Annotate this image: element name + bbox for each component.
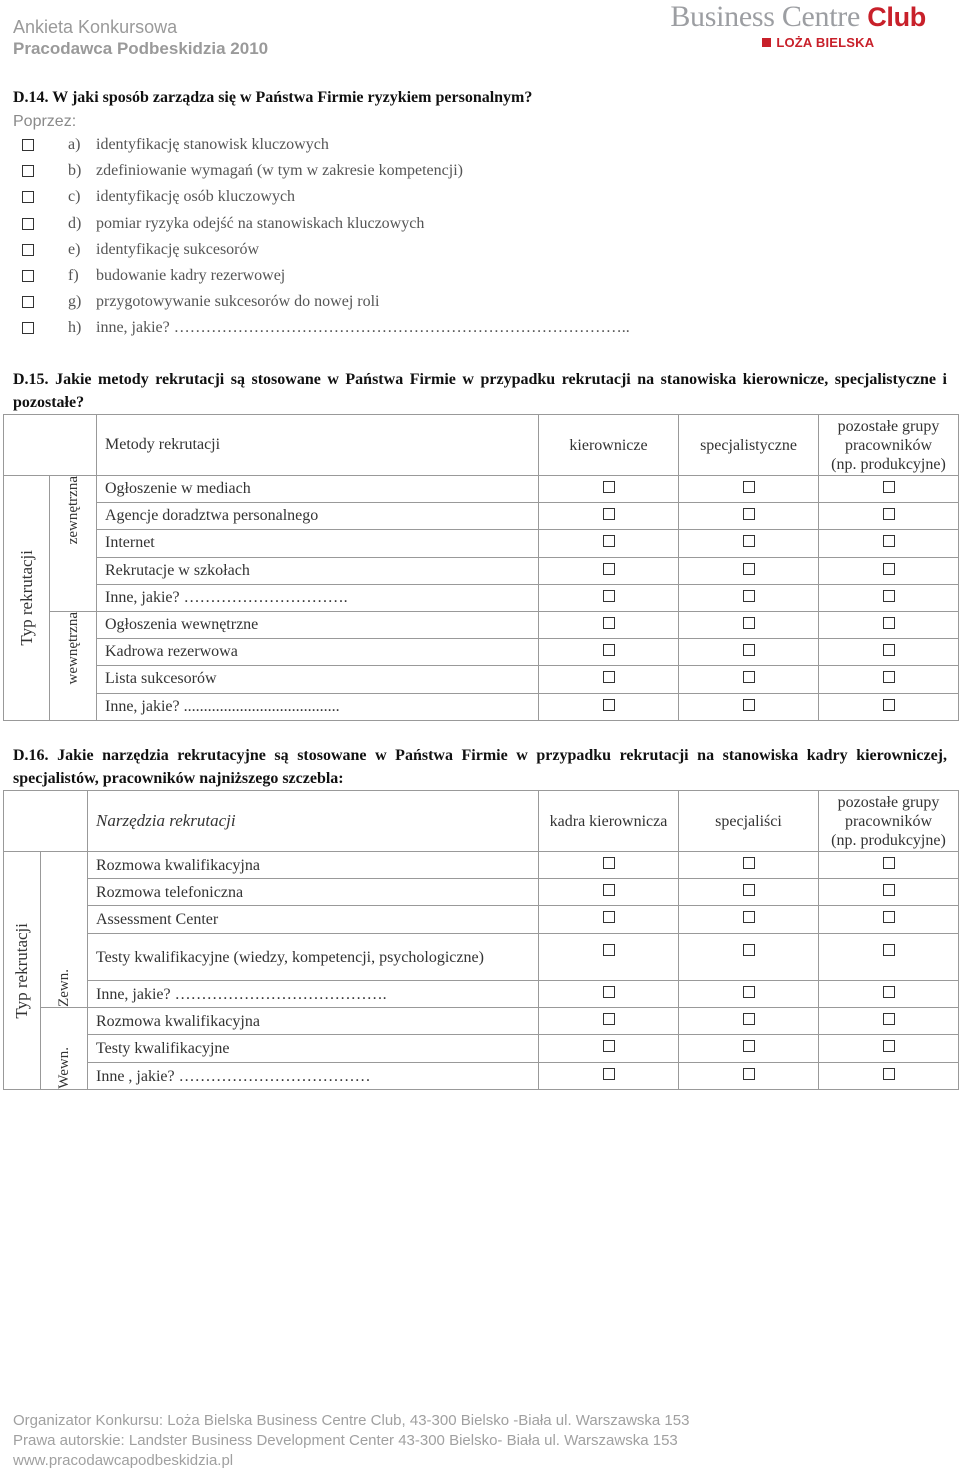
d16-checkbox[interactable] — [743, 1068, 755, 1080]
header-left — [13, 16, 268, 60]
logo-business-text: Business Centre — [670, 0, 868, 33]
d14-option-1 — [22, 159, 463, 183]
footer-copyright: Prawa autorskie: Landster Business Development Center 43-300 Bielsko- Biała ul. Warszawska 153 — [13, 1432, 678, 1449]
d14-option-5 — [22, 264, 285, 288]
question-d14: D.14. W jaki sposób zarządza się w Państwa Firmie ryzykiem personalnym? — [13, 89, 533, 106]
d15-col-specjalistyczne: specjalistyczne — [679, 415, 819, 476]
d15-checkbox[interactable] — [883, 563, 895, 575]
d16-row — [4, 906, 959, 933]
d15-row — [4, 693, 959, 720]
question-d15: D.15. Jakie metody rekrutacji są stosowane w Państwa Firmie w przypadku rekrutacji na stanowiska kierownicze, specjalistyczne i pozostałe? — [13, 371, 947, 411]
d16-checkbox[interactable] — [883, 911, 895, 923]
d14-option-checkbox[interactable] — [22, 218, 34, 230]
d14-option-letter: f) — [68, 267, 79, 284]
d15-checkbox[interactable] — [603, 699, 615, 711]
d14-option-0 — [22, 133, 329, 157]
d14-option-letter: d) — [68, 214, 82, 232]
d16-checkbox[interactable] — [883, 1013, 895, 1025]
d15-checkbox[interactable] — [603, 563, 615, 575]
d14-option-letter: b) — [68, 162, 82, 180]
d15-checkbox[interactable] — [603, 617, 615, 629]
contest-title: Pracodawca Podbeskidzia 2010 — [13, 39, 269, 58]
survey-title: Ankieta Konkursowa — [13, 17, 178, 37]
d16-row-label: Testy kwalifikacyjne (wiedzy, kompetencji, psychologiczne) — [88, 933, 539, 980]
d15-row — [4, 666, 959, 693]
d15-row — [4, 611, 959, 638]
d16-checkbox[interactable] — [603, 884, 615, 896]
d14-option-checkbox[interactable] — [22, 270, 34, 282]
d14-option-letter: e) — [68, 240, 81, 258]
d16-row — [4, 1062, 959, 1089]
d16-checkbox[interactable] — [603, 986, 615, 998]
d15-row-label: Lista sukcesorów — [97, 666, 539, 693]
d14-option-3 — [22, 212, 424, 236]
d16-checkbox[interactable] — [603, 911, 615, 923]
d16-checkbox[interactable] — [883, 1040, 895, 1052]
d14-option-label: identyfikację sukcesorów — [96, 240, 260, 258]
d16-group-int: Wewn. — [41, 1008, 88, 1090]
d16-checkbox[interactable] — [743, 911, 755, 923]
d14-option-label: inne, jakie? ………………………………………………………………………….. — [96, 319, 630, 337]
d16-row — [4, 879, 959, 906]
d16-checkbox[interactable] — [883, 857, 895, 869]
d15-row — [4, 584, 959, 611]
d15-checkbox[interactable] — [743, 563, 755, 575]
d14-option-checkbox[interactable] — [22, 322, 34, 334]
d16-row — [4, 1008, 959, 1035]
d16-row-label: Inne, jakie? …………………………………. — [88, 980, 539, 1007]
d16-group-ext: Zewn. — [41, 852, 88, 1008]
d15-checkbox[interactable] — [743, 699, 755, 711]
d15-checkbox[interactable] — [883, 508, 895, 520]
d15-row-label: Inne, jakie? ....................................... — [97, 693, 539, 720]
d15-checkbox[interactable] — [603, 671, 615, 683]
d16-checkbox[interactable] — [743, 857, 755, 869]
d15-row-label: Inne, jakie? …………………………. — [97, 584, 539, 611]
d16-row-label: Inne , jakie? ……………………………… — [88, 1062, 539, 1089]
logo-square-icon — [762, 38, 771, 47]
footer-organizer: Organizator Konkursu: Loża Bielska Business Centre Club, 43-300 Bielsko -Biała ul. Warszawska 153 — [13, 1412, 690, 1429]
d16-checkbox[interactable] — [883, 884, 895, 896]
d14-intro: Poprzez: — [13, 113, 77, 130]
d16-row-label: Assessment Center — [88, 906, 539, 933]
d16-type-cell — [4, 852, 41, 1090]
d16-col-specjalisci: specjaliści — [679, 791, 819, 852]
d15-group-ext: zewnętrzna — [50, 476, 97, 612]
d15-checkbox[interactable] — [883, 699, 895, 711]
d14-option-label: identyfikację osób kluczowych — [96, 188, 296, 206]
d15-checkbox[interactable] — [603, 535, 615, 547]
d16-row — [4, 980, 959, 1007]
d15-col-kierownicze: kierownicze — [539, 415, 679, 476]
d16-checkbox[interactable] — [603, 1040, 615, 1052]
d16-checkbox[interactable] — [603, 1068, 615, 1080]
d15-checkbox[interactable] — [743, 644, 755, 656]
d16-checkbox[interactable] — [743, 1013, 755, 1025]
d15-checkbox[interactable] — [743, 535, 755, 547]
question-d16: D.16. Jakie narzędzia rekrutacyjne są stosowane w Państwa Firmie w przypadku rekrutacji na stanowiska kadry kierowniczej, specjalistów, pracowników najniższego szczebla: — [13, 747, 947, 787]
d16-checkbox[interactable] — [603, 944, 615, 956]
d15-checkbox[interactable] — [743, 617, 755, 629]
d15-checkbox[interactable] — [883, 671, 895, 683]
d15-checkbox[interactable] — [883, 617, 895, 629]
d14-option-letter: h) — [68, 319, 82, 337]
d16-checkbox[interactable] — [603, 1013, 615, 1025]
d16-col-tool: Narzędzia rekrutacji — [88, 791, 539, 852]
d16-checkbox[interactable] — [883, 944, 895, 956]
d15-checkbox[interactable] — [743, 481, 755, 493]
d16-checkbox[interactable] — [743, 884, 755, 896]
d15-row-label: Internet — [97, 530, 539, 557]
d16-row — [4, 1035, 959, 1062]
d14-option-checkbox[interactable] — [22, 296, 34, 308]
d15-checkbox[interactable] — [603, 590, 615, 602]
d16-row — [4, 852, 959, 879]
d15-checkbox[interactable] — [743, 671, 755, 683]
d16-row-label: Testy kwalifikacyjne — [88, 1035, 539, 1062]
bcc-logo — [670, 0, 926, 50]
d15-row-label: Rekrutacje w szkołach — [97, 557, 539, 584]
d16-col-kadra: kadra kierownicza — [539, 791, 679, 852]
d14-option-label: pomiar ryzyka odejść na stanowiskach kluczowych — [96, 214, 425, 232]
d15-type-label: Typ rekrutacji — [16, 550, 36, 646]
d16-corner-cell — [4, 791, 88, 852]
d16-checkbox[interactable] — [743, 1040, 755, 1052]
d14-option-checkbox[interactable] — [22, 139, 34, 151]
d15-checkbox[interactable] — [883, 535, 895, 547]
d14-option-letter: c) — [68, 188, 81, 206]
d14-option-checkbox[interactable] — [22, 165, 34, 177]
d14-option-checkbox[interactable] — [22, 244, 34, 256]
d14-option-label: budowanie kadry rezerwowej — [96, 267, 286, 284]
d15-type-cell — [4, 476, 50, 721]
d16-checkbox[interactable] — [743, 986, 755, 998]
d16-checkbox[interactable] — [603, 857, 615, 869]
d14-option-label: zdefiniowanie wymagań (w tym w zakresie kompetencji) — [96, 162, 463, 180]
d15-row — [4, 639, 959, 666]
d14-option-4 — [22, 238, 259, 262]
d15-checkbox[interactable] — [603, 508, 615, 520]
d15-checkbox[interactable] — [883, 590, 895, 602]
d15-corner-cell — [4, 415, 97, 476]
logo-subtitle: LOŻA BIELSKA — [776, 35, 875, 50]
d16-row-label: Rozmowa kwalifikacyjna — [88, 852, 539, 879]
d15-row — [4, 530, 959, 557]
d15-row — [4, 557, 959, 584]
d15-row — [4, 503, 959, 530]
d14-option-letter: a) — [68, 136, 81, 153]
d15-col-pozostale: pozostałe grupy pracowników (np. produkcyjne) — [819, 415, 959, 476]
d16-col-pozostale: pozostałe grupy pracowników (np. produkcyjne) — [819, 791, 959, 852]
d15-table — [3, 414, 959, 721]
d15-checkbox[interactable] — [603, 481, 615, 493]
logo-club-text: Club — [867, 2, 926, 32]
footer-website[interactable]: www.pracodawcapodbeskidzia.pl — [13, 1452, 234, 1469]
d16-row — [4, 933, 959, 980]
d14-option-7 — [22, 316, 630, 340]
d15-checkbox[interactable] — [883, 644, 895, 656]
d14-option-label: identyfikację stanowisk kluczowych — [96, 136, 329, 153]
d16-row-label: Rozmowa telefoniczna — [88, 879, 539, 906]
d15-checkbox[interactable] — [743, 590, 755, 602]
d15-row-label: Ogłoszenie w mediach — [97, 476, 539, 503]
d15-row-label: Kadrowa rezerwowa — [97, 639, 539, 666]
d15-checkbox[interactable] — [603, 644, 615, 656]
d16-checkbox[interactable] — [883, 1068, 895, 1080]
d15-checkbox[interactable] — [743, 508, 755, 520]
d15-checkbox[interactable] — [883, 481, 895, 493]
d15-row-label: Ogłoszenia wewnętrzne — [97, 611, 539, 638]
d16-row-label: Rozmowa kwalifikacyjna — [88, 1008, 539, 1035]
d16-checkbox[interactable] — [883, 986, 895, 998]
d16-type-label: Typ rekrutacji — [12, 922, 31, 1019]
d14-option-letter: g) — [68, 293, 82, 311]
d15-row — [4, 476, 959, 503]
d14-option-2 — [22, 185, 295, 209]
d16-checkbox[interactable] — [743, 944, 755, 956]
d15-group-int: wewnętrzna — [50, 611, 97, 720]
d14-option-label: przygotowywanie sukcesorów do nowej roli — [96, 293, 380, 311]
d14-option-checkbox[interactable] — [22, 191, 34, 203]
d15-col-method: Metody rekrutacji — [97, 415, 539, 476]
d14-option-6 — [22, 290, 380, 314]
d16-table — [3, 790, 959, 1090]
d15-row-label: Agencje doradztwa personalnego — [97, 503, 539, 530]
